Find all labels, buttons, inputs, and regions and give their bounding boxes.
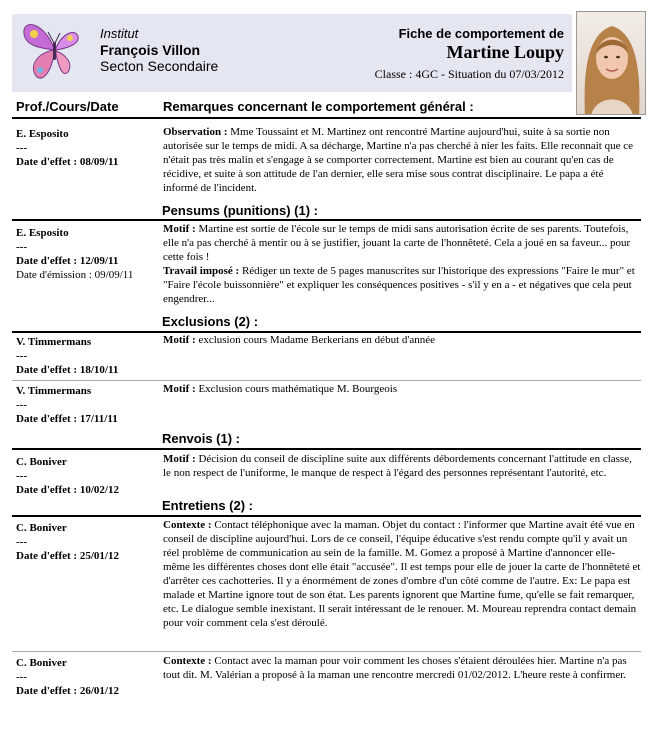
column-header-remarques: Remarques concernant le comportement général : — [163, 99, 474, 114]
fiche-block — [375, 26, 564, 82]
entry-label: Contexte : — [163, 519, 212, 531]
entry-label: Observation : — [163, 126, 228, 138]
entry-label: Motif : — [163, 383, 196, 395]
entry-label-2: Travail imposé : — [163, 265, 240, 277]
entry-date: Date d'effet : 26/01/12 — [16, 685, 119, 697]
entry-meta — [16, 656, 156, 698]
entry-dash: --- — [16, 470, 27, 482]
entry-prof: E. Esposito — [16, 128, 69, 140]
entry-remark — [163, 452, 641, 480]
entry-text: exclusion cours Madame Berkerians en début d'année — [195, 334, 436, 346]
entry-meta — [16, 455, 156, 497]
entry-prof: E. Esposito — [16, 227, 69, 239]
entry-label: Contexte : — [163, 655, 212, 667]
entry-remark — [163, 125, 641, 195]
section-renvois: Renvois (1) : — [162, 431, 241, 446]
entry-text: Martine est sortie de l'école sur le temps de midi sans autorisation écrite de ses parents. Toutefois, elle n'a pas cherché à mentir ou à se justifier, jouant la carte de l'honnêteté. Cela a joué en sa faveur... pour cette fois ! — [163, 223, 631, 263]
entry-meta — [16, 127, 156, 169]
entry-text: Décision du conseil de discipline suite aux différents débordements concernant l'attitude en classe, le non respect de l'uniforme, le manque de respect à l'égard des personnes représentant l'autorité, etc. — [163, 453, 632, 479]
entry-date: Date d'effet : 17/11/11 — [16, 413, 118, 425]
entry-label: Motif : — [163, 453, 196, 465]
entry-dash: --- — [16, 241, 27, 253]
entry-divider — [12, 651, 641, 652]
entry-date-emission: Date d'émission : 09/09/11 — [16, 269, 134, 281]
entry-meta — [16, 226, 156, 282]
entry-dash: --- — [16, 399, 27, 411]
entry-dash: --- — [16, 671, 27, 683]
entry-dash: --- — [16, 350, 27, 362]
section-entretiens: Entretiens (2) : — [162, 498, 254, 513]
entry-text: Contact téléphonique avec la maman. Objet du contact : l'informer que Martine avait été vue en conseil de discipline aujourd'hui. Lors de ce conseil, l'équipe éducative s'est rendu compte qu'il y avait un réel problème de communication au sein de la famille. M. Gomez a proposé à Martine d'annoncer elle-même les différentes choses dont elle était "accusée". Il est temps pour elle de jouer la carte de l'honnêteté et d'arrêter ces cachotteries. Il y a énormément de zones d'ombre d'un côté comme de l'autre. Ex: Le papa est malade et Martine ignore tout de son état. Les parents ignorent que Martine fume, qu'elle se fait remarquer, etc. Le dialogue semble inexistant. Il serait intéressant de le renouer. M. Moureau reprendra contact demain pour voir comment cela s'est déroulé. — [163, 519, 641, 629]
entry-text: Exclusion cours mathématique M. Bourgeois — [195, 383, 398, 395]
entry-label: Motif : — [163, 334, 196, 346]
entry-date: Date d'effet : 12/09/11 — [16, 255, 119, 267]
entry-remark — [163, 382, 641, 396]
fiche-title: Fiche de comportement de — [398, 26, 564, 41]
entry-prof: C. Boniver — [16, 657, 67, 669]
entry-text: Contact avec la maman pour voir comment les choses s'étaient déroulées hier. Martine n'a pas tout dit. M. Valérian a proposé à la maman une rencontre mercredi 01/02/2012. L'heure reste à confirmer. — [163, 655, 627, 681]
header-divider — [12, 117, 641, 119]
entry-date: Date d'effet : 18/10/11 — [16, 364, 119, 376]
entry-date: Date d'effet : 25/01/12 — [16, 550, 119, 562]
entry-remark — [163, 222, 641, 306]
entry-prof: V. Timmermans — [16, 336, 92, 348]
section-exclusions: Exclusions (2) : — [162, 314, 259, 329]
butterfly-logo — [18, 14, 90, 86]
entry-date: Date d'effet : 08/09/11 — [16, 156, 119, 168]
entry-text-2: Rédiger un texte de 5 pages manuscrites sur l'historique des expressions "Faire le mur" et "Faire l'école buissonnière" et expliquer les conséquences positives - s'il y en a - et négatives que cela peut engendrer... — [163, 265, 635, 305]
entry-remark — [163, 518, 641, 630]
entry-date: Date d'effet : 10/02/12 — [16, 484, 119, 496]
entry-remark — [163, 333, 641, 347]
entry-prof: C. Boniver — [16, 456, 67, 468]
entry-prof: V. Timmermans — [16, 385, 92, 397]
institution-block — [100, 26, 218, 74]
entry-dash: --- — [16, 536, 27, 548]
student-photo — [576, 11, 646, 115]
entry-remark — [163, 654, 641, 682]
institution-name: François Villon — [100, 42, 201, 58]
institution-section: Secton Secondaire — [100, 58, 219, 74]
entry-meta — [16, 521, 156, 563]
entry-dash: --- — [16, 142, 27, 154]
institution-label: Institut — [100, 26, 139, 41]
classe-situation: Classe : 4GC - Situation du 07/03/2012 — [374, 67, 564, 81]
student-name: Martine Loupy — [446, 42, 564, 62]
entry-prof: C. Boniver — [16, 522, 67, 534]
entry-divider — [12, 380, 641, 381]
entry-meta — [16, 384, 156, 426]
section-pensums: Pensums (punitions) (1) : — [162, 203, 318, 218]
section-divider — [12, 448, 641, 450]
section-divider — [12, 219, 641, 221]
entry-meta — [16, 335, 156, 377]
entry-label: Motif : — [163, 223, 196, 235]
entry-text: Mme Toussaint et M. Martinez ont rencontré Martine aujourd'hui, suite à sa sortie non autorisée sur le temps de midi. A sa décharge, Martine n'a pas cherché à nier les faits. Elle reconnait que ce n'était pas très malin et s'engage à se comporter correctement. Martine est bien au courant qu'en cas de récidive, et suite à son attitude de l'an dernier, elle sera mise sous contrat disciplinaire. Le papa a été informé de l'incident. — [163, 126, 634, 194]
column-header-prof: Prof./Cours/Date — [16, 99, 119, 114]
section-divider — [12, 515, 641, 517]
